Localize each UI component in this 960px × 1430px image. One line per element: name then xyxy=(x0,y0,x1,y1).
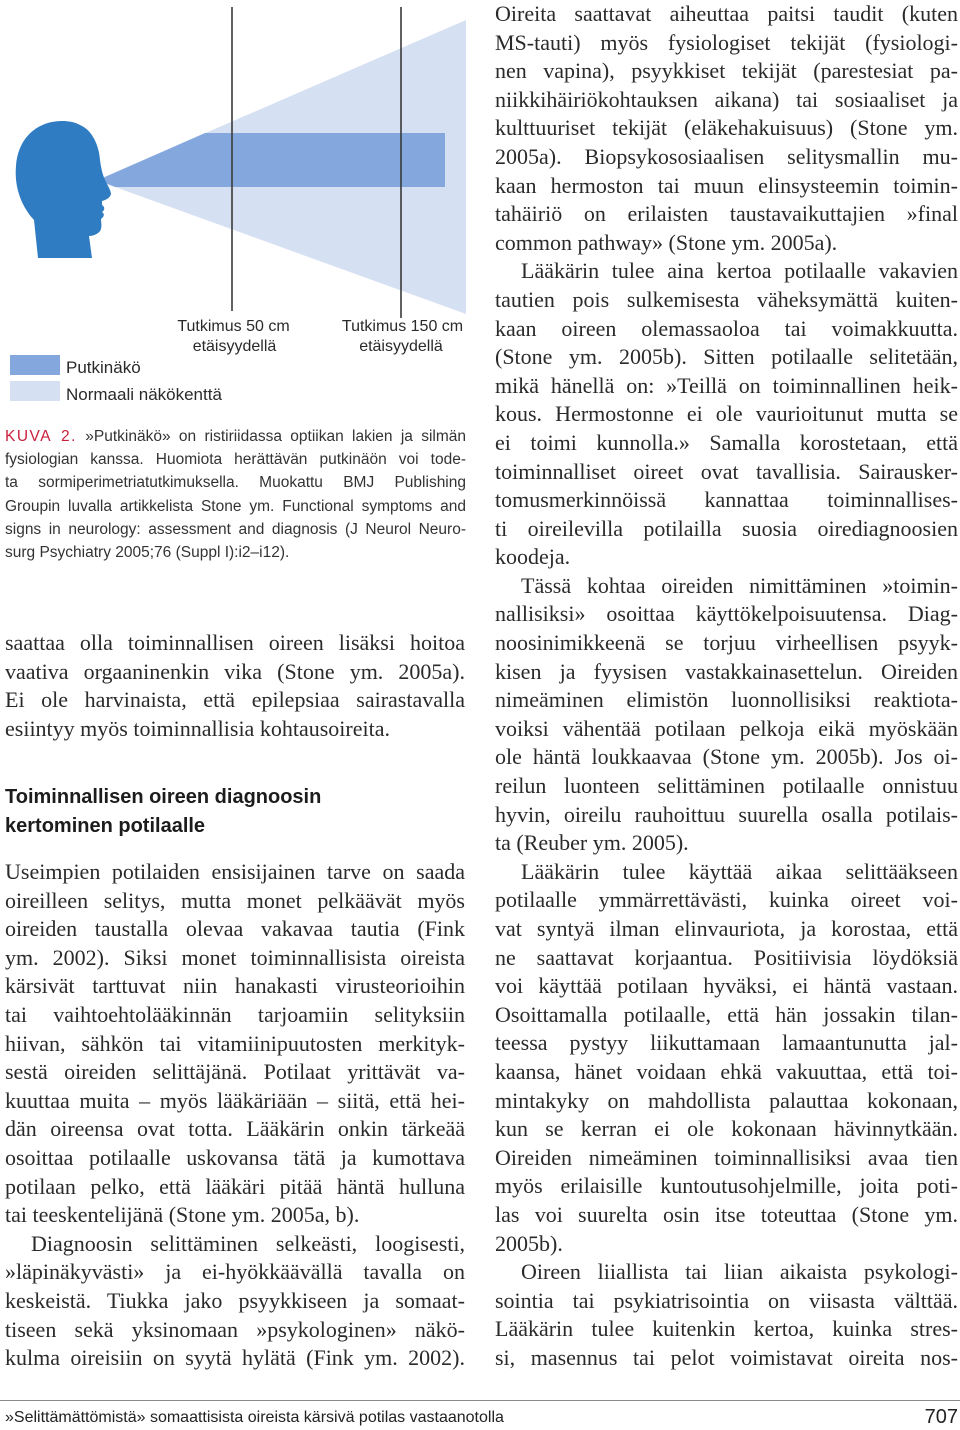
text-line: keskeistä. Tiukka jako psyykkiseen ja somaat- xyxy=(5,1287,465,1313)
text-line: (Stone ym. 2005b). Sitten potilaalle selitetään, xyxy=(495,344,958,370)
text-line: sointia tai psykiatrisointia on viisasta välttää. xyxy=(495,1287,958,1313)
text-line: Groupin luvalla artikkelista Stone ym. Functional symptoms and xyxy=(5,497,466,515)
text-line: ei toimi kunnolla.» Samalla korostetaan, että xyxy=(495,429,958,455)
left-column-continuation xyxy=(5,629,465,743)
text-line: tai vaihtoehtolääkinnän tarjoamiin selityksiin xyxy=(5,1001,465,1027)
text-line: hyvin, oireilu rauhoittuu suurella osalla potilais- xyxy=(495,801,958,827)
text-line: Diagnoosin selittäminen selkeästi, loogisesti, xyxy=(31,1230,465,1256)
head-silhouette xyxy=(16,121,111,258)
section-heading xyxy=(5,783,465,841)
text-line: surg Psychiatry 2005;76 (Suppl I):i2–i12). xyxy=(5,543,290,561)
text-line: 2005b). xyxy=(495,1230,563,1256)
figure-number: KUVA 2. xyxy=(5,428,77,445)
caption-lines xyxy=(5,448,466,564)
tunnel-vision-figure xyxy=(0,0,470,410)
text-line: koodeja. xyxy=(495,544,571,570)
text-line: potilaan pelko, että lääkäri pitää häntä hulluna xyxy=(5,1173,465,1199)
figure-legend xyxy=(10,355,222,404)
paragraph xyxy=(495,1258,958,1372)
text-line: oireiden taustalla olevaa vakavaa tautia (Fink xyxy=(5,916,465,942)
text-line: si, masennus tai pelot voimistavat oireita nos- xyxy=(495,1344,958,1370)
text-line: toiminnalliset oireet ovat tavallisia. Sairausker- xyxy=(495,458,958,484)
text-line: ole häntä loukkaavaa (Stone ym. 2005b). Jos oi- xyxy=(495,744,958,770)
paragraph xyxy=(495,257,958,572)
text-line: nallisiksi» osoittaa käyttökelpoisuutensa. Diag- xyxy=(495,601,958,627)
label-150cm-line2: etäisyydellä xyxy=(359,338,443,355)
text-line: myös erilaisille kuntoutusohjelmille, joita poti- xyxy=(495,1173,958,1199)
running-title: »Selittämättömistä» somaattisista oireista kärsivä potilas vastaanotolla xyxy=(5,1408,504,1426)
text-line: Lääkärin tulee käyttää aikaa selittääkseen xyxy=(521,858,958,884)
text-line: kun se kerran ei ole kokonaan hävinnytkään. xyxy=(495,1116,958,1142)
paragraph xyxy=(5,629,465,743)
text-line: »läpinäkyvästi» ja ei-hyökkäävällä tavalla on xyxy=(5,1259,465,1285)
text-line: tahäiriö on erilaisten taustavaikuttajien »final xyxy=(495,201,958,227)
text-line: mintakyky on mahdollista palauttaa kokonaan, xyxy=(495,1087,958,1113)
text-line: ti oireilevilla potilailla suosia oirediagnoosien xyxy=(495,515,958,541)
text-line: common pathway» (Stone ym. 2005a). xyxy=(495,229,838,255)
label-150cm-line1: Tutkimus 150 cm xyxy=(341,318,464,335)
text-line: niikkihäiriökohtauksen aikana) tai sosiaaliset ja xyxy=(495,86,958,112)
text-line: voiksi vähentää potilaan pelkoja eikä myöskään xyxy=(495,715,958,741)
paragraph xyxy=(5,1230,465,1373)
text-line: Oireiden nimeäminen toiminnallisiksi avaa tien xyxy=(495,1144,958,1170)
text-line: kisen ja fyysisen vastakkainasettelun. Oireiden xyxy=(495,658,958,684)
text-line: fysiologian kanssa. Huomiota herättävän putkinäön voi tode- xyxy=(5,451,466,469)
legend-swatch-tunnel-vision xyxy=(10,355,60,375)
text-line: Lääkärin tulee kuitenkin kertoa, kuinka stres- xyxy=(495,1316,958,1342)
footer-rule xyxy=(0,1400,960,1401)
text-line: hiivan, sähkön tai vitamiinipuutosten merkityk- xyxy=(5,1030,465,1056)
text-line: Osoittamalla potilaalle, että hän jossakin tilan- xyxy=(495,1001,958,1027)
text-line: sestä oireiden selittäjänä. Potilaat yrittävät va- xyxy=(5,1059,465,1085)
text-line: Lääkärin tulee aina kertoa potilaalle vakavien xyxy=(521,258,958,284)
text-line: Useimpien potilaiden ensisijainen tarve on saada xyxy=(5,859,465,884)
text-line: ta (Reuber ym. 2005). xyxy=(495,830,689,856)
text-line: kulma oireisiin on syytä hylätä (Fink ym. 2002). xyxy=(5,1345,465,1371)
text-line: reilun luonteen selittäminen potilaalle onnistuu xyxy=(495,773,958,799)
text-line: kuuttaa muita – myös lääkäriään – siitä, että hei- xyxy=(5,1087,465,1113)
text-line: Ei ole harvinaista, että epilepsiaa sairastavalla xyxy=(5,687,465,713)
text-line: tiseen sekä yksinomaan »psykologinen» näkö- xyxy=(5,1316,465,1342)
paragraph xyxy=(495,572,958,858)
text-line: dän oireensa ovat totta. Lääkärin onkin tärkeää xyxy=(5,1116,465,1142)
text-line: teessa pystyy liikuttamaan lamaantunutta jal- xyxy=(495,1030,958,1056)
text-line: mikä hänellä on: »Teillä on toiminnallinen heik- xyxy=(495,372,958,398)
legend-swatch-normal-field xyxy=(10,381,60,401)
legend-label-normal-field: Normaali näkökenttä xyxy=(66,385,222,404)
caption-line xyxy=(5,425,466,448)
paragraph xyxy=(495,858,958,1258)
text-line: ym. 2002). Siksi monet toiminnallisista oireista xyxy=(5,944,465,970)
text-line: nimeäminen elimistön luonnollisiksi reaktiota- xyxy=(495,687,958,713)
text-line: las voi suurelta osin itse toteuttaa (Stone ym. xyxy=(495,1201,958,1227)
text-line: kaansa, hänet voidaan ehkä vakuuttaa, että toi- xyxy=(495,1058,958,1084)
text-line: osoittaa potilaalle uskovansa tätä ja kumottava xyxy=(5,1144,465,1170)
text-line: tomusmerkinnöissä kannattaa toiminnallises- xyxy=(495,487,958,513)
caption-text: »Putkinäkö» on ristiriidassa optiikan lakien ja silmän xyxy=(85,428,466,445)
text-line: esiintyy myös toiminnallisia kohtausoireita. xyxy=(5,715,390,741)
figure-caption xyxy=(5,425,466,564)
text-line: kärsivät tarttuvat niin hanakasti virusteorioihin xyxy=(5,973,465,999)
text-line: potilaalle ymmärrettävästi, kuinka oireet voi- xyxy=(495,887,958,913)
text-line: kulttuuriset tekijät (eläkehakuisuus) (Stone ym. xyxy=(495,115,958,141)
text-line: vat syntyä ilman elinvauriota, ja korostaa, että xyxy=(495,916,958,941)
page-number: 707 xyxy=(924,1406,958,1428)
legend-label-tunnel-vision: Putkinäkö xyxy=(66,358,141,377)
paragraph xyxy=(5,858,465,1230)
paragraph xyxy=(495,0,958,257)
text-line: signs in neurology: assessment and diagnosis (J Neurol Neuro- xyxy=(5,520,466,538)
label-50cm-line2: etäisyydellä xyxy=(192,338,277,355)
text-line: nen vapina), psyykkiset tekijät (parestesiat pa- xyxy=(495,58,958,84)
text-line: Oireen liiallista tai liian aikaista psykologi- xyxy=(521,1259,958,1285)
text-line: saattaa olla toiminnallisen oireen lisäksi hoitoa xyxy=(5,630,465,656)
text-line: kaan oireen olemassaoloa tai voimakkuutta. xyxy=(495,315,958,341)
text-line: ne saattavat korjaantua. Positiivisia löydöksiä xyxy=(495,944,958,970)
text-line: tai teeskentelijänä (Stone ym. 2005a, b). xyxy=(5,1202,360,1228)
text-line: kous. Hermostonne ei ole vaurioitunut mutta se xyxy=(495,401,958,427)
section-heading-line: kertominen potilaalle xyxy=(5,814,206,837)
text-line: kaan hermoston tai muun elinsysteemin toimin- xyxy=(495,172,958,198)
text-line: MS-tauti) myös fysiologiset tekijät (fysiologi- xyxy=(495,29,958,55)
text-line: Oireita saattavat aiheuttaa paitsi taudit (kuten xyxy=(495,1,958,26)
text-line: oireilleen selitys, mutta monet pelkäävät myös xyxy=(5,887,465,913)
text-line: tautien pois sulkemisesta väheksymättä kuiten- xyxy=(495,286,958,312)
left-column-body xyxy=(5,858,465,1373)
section-heading-line: Toiminnallisen oireen diagnoosin xyxy=(5,785,322,808)
text-line: Tässä kohtaa oireiden nimittäminen »toimin- xyxy=(521,572,958,598)
text-line: vaativa orgaaninenkin vika (Stone ym. 2005a). xyxy=(5,658,465,684)
tunnel-vision-band xyxy=(104,133,445,187)
text-line: noosinimikkeenä se torjuu virheellisen psyyk- xyxy=(495,630,958,656)
text-line: 2005a). Biopsykososiaalisen selitysmallin mu- xyxy=(495,143,958,169)
right-column xyxy=(495,0,958,1373)
text-line: ta sormiperimetriatutkimuksella. Muokattu BMJ Publishing xyxy=(5,474,466,492)
label-50cm-line1: Tutkimus 50 cm xyxy=(177,318,290,335)
text-line: voi käyttää potilaan hyväksi, ei häntä vastaan. xyxy=(495,973,958,999)
